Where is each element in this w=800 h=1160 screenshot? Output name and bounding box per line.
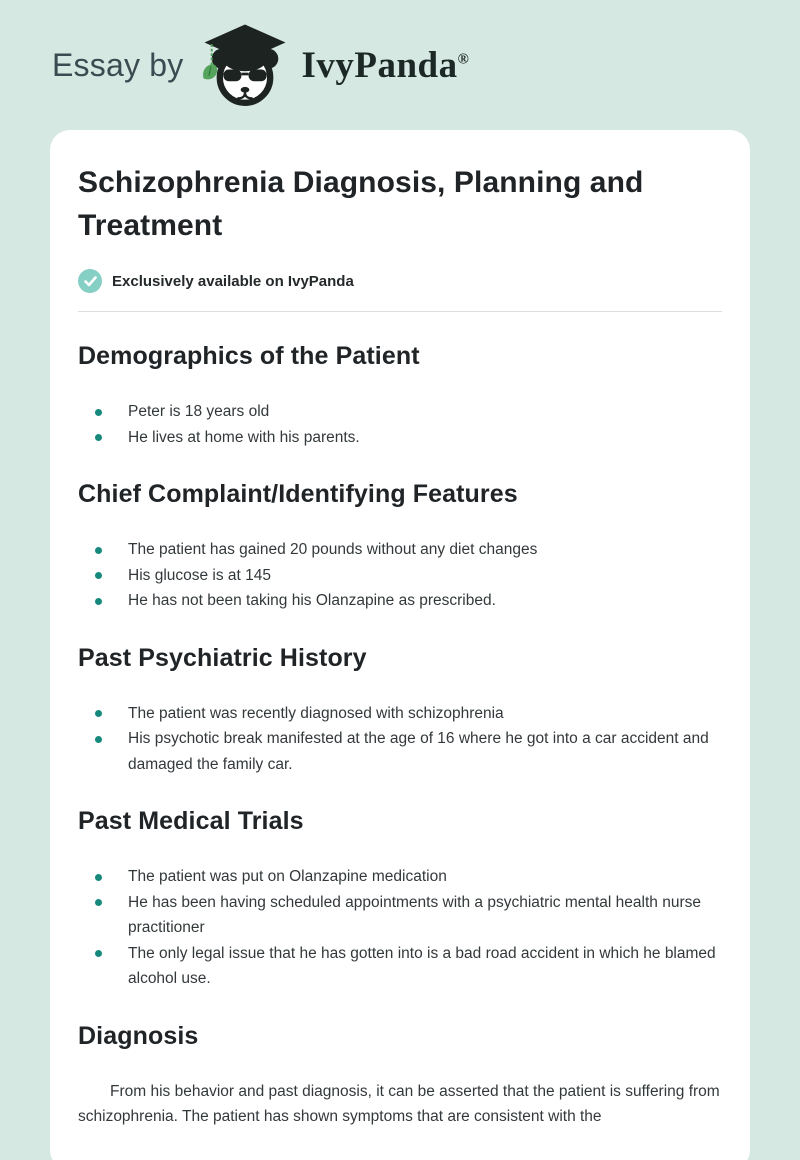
list-item: The only legal issue that he has gotten into is a bad road accident in which he blamed alcohol use.	[78, 941, 722, 992]
bullet-list	[78, 701, 722, 778]
section-chief-complaint	[78, 480, 722, 614]
section-demographics	[78, 342, 722, 450]
diagnosis-paragraph: From his behavior and past diagnosis, it can be asserted that the patient is suffering from schizophrenia. The patient has shown symptoms that are consistent with the	[78, 1082, 720, 1126]
bullet-list	[78, 399, 722, 450]
list-item: Peter is 18 years old	[78, 399, 722, 425]
badge-label: Exclusively available on IvyPanda	[112, 272, 354, 290]
list-item: His glucose is at 145	[78, 563, 722, 589]
essay-title: Schizophrenia Diagnosis, Planning and Treatment	[78, 166, 644, 242]
list-item: He has been having scheduled appointments with a psychiatric mental health nurse practitioner	[78, 890, 722, 941]
section-heading: Demographics of the Patient	[78, 342, 420, 371]
list-item: He lives at home with his parents.	[78, 425, 722, 451]
list-item: The patient was put on Olanzapine medication	[78, 864, 722, 890]
list-item: He has not been taking his Olanzapine as prescribed.	[78, 588, 722, 614]
list-item: His psychotic break manifested at the age of 16 where he got into a car accident and damaged the family car.	[78, 726, 722, 777]
section-heading: Diagnosis	[78, 1021, 199, 1050]
divider	[78, 311, 722, 312]
site-header	[0, 0, 800, 130]
essay-by-label: Essay by	[52, 46, 184, 83]
brand-name	[301, 44, 469, 87]
check-icon	[78, 269, 102, 293]
section-heading: Chief Complaint/Identifying Features	[78, 480, 518, 509]
list-item: The patient was recently diagnosed with schizophrenia	[78, 701, 722, 727]
section-diagnosis	[78, 1022, 722, 1130]
section-medical-trials	[78, 807, 722, 992]
exclusive-badge	[78, 269, 722, 293]
panda-graduate-icon	[199, 20, 291, 110]
essay-card	[50, 130, 750, 1160]
registered-mark: ®	[457, 51, 470, 68]
bullet-list	[78, 537, 722, 614]
brand-text: IvyPanda	[301, 44, 458, 86]
bullet-list	[78, 864, 722, 992]
section-psychiatric-history	[78, 644, 722, 778]
list-item: The patient has gained 20 pounds without any diet changes	[78, 537, 722, 563]
section-heading: Past Psychiatric History	[78, 643, 367, 672]
section-heading: Past Medical Trials	[78, 807, 304, 836]
